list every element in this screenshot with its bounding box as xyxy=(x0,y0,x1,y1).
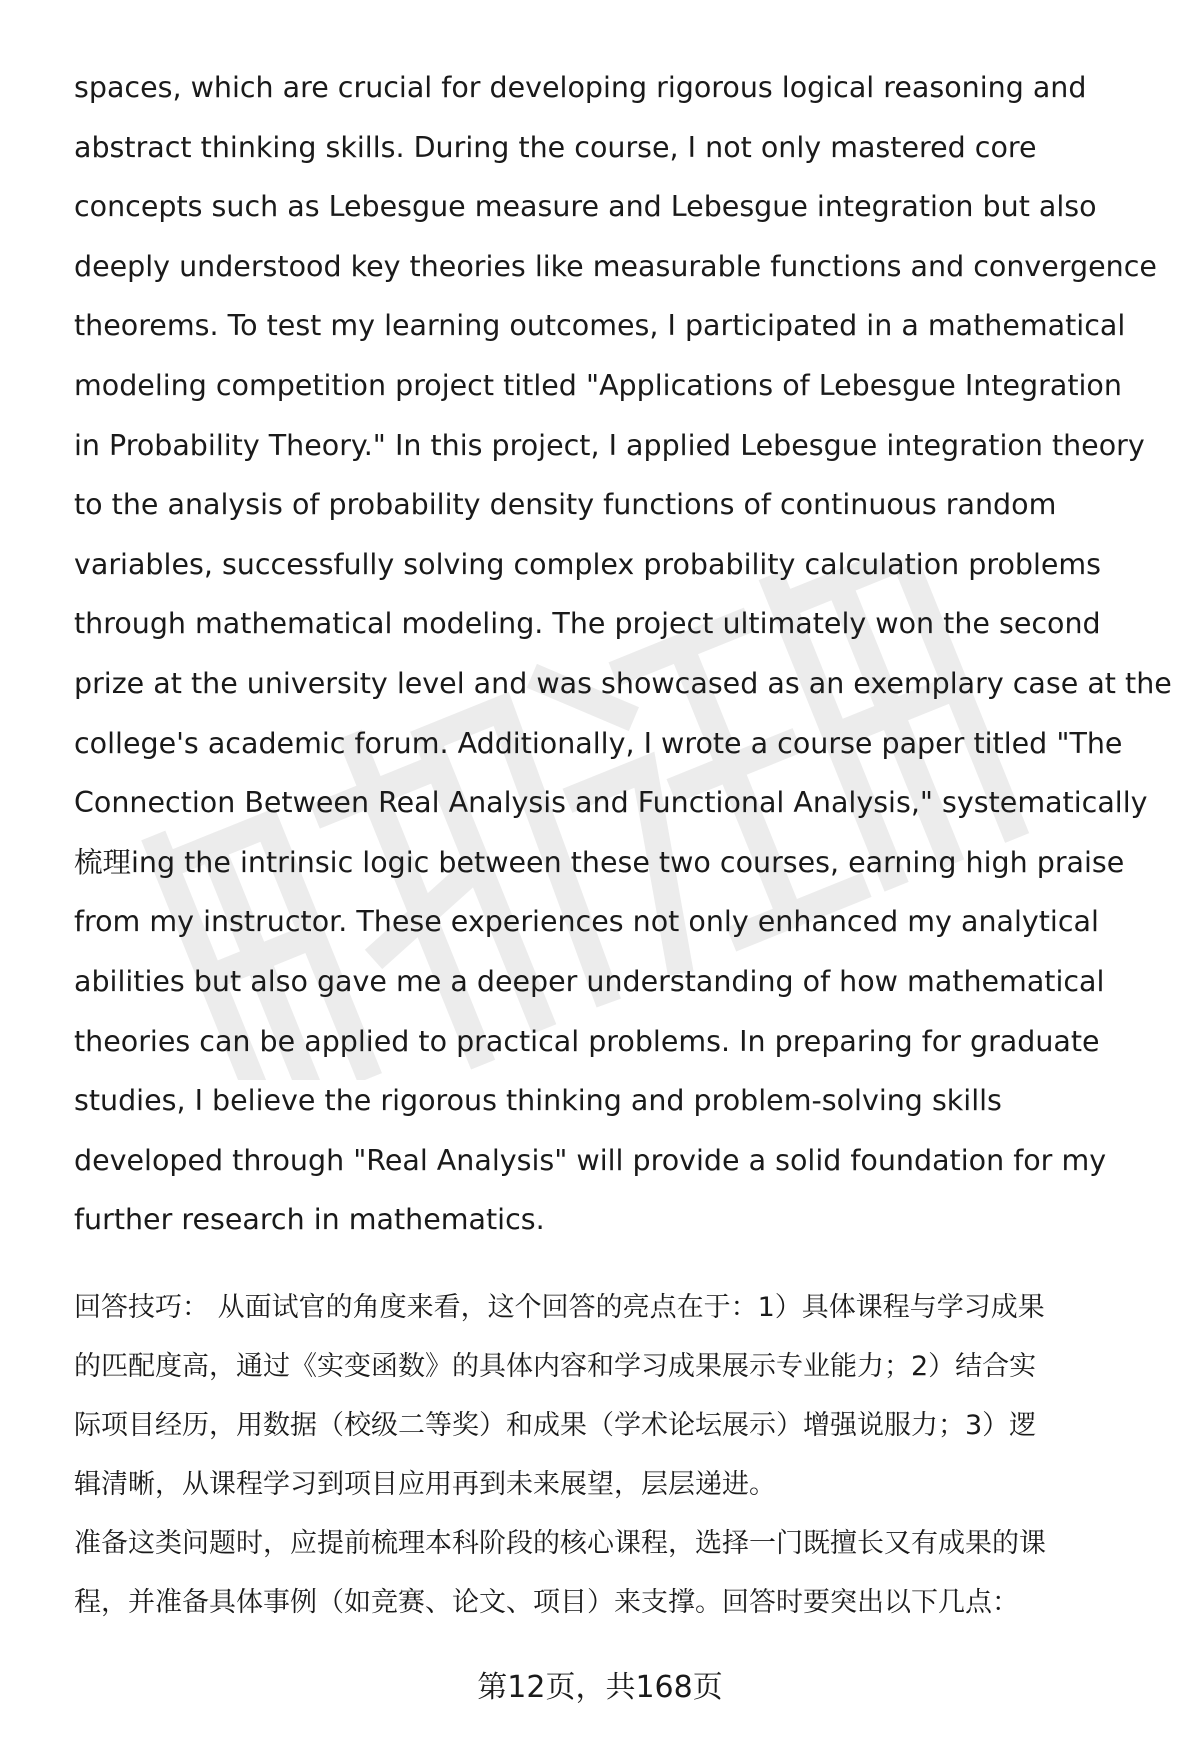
text-line: theorems. To test my learning outcomes, I participated in a mathematical xyxy=(74,309,1126,343)
text-line: variables, successfully solving complex probability calculation problems xyxy=(74,547,1102,581)
text-line: modeling competition project titled "Applications of Lebesgue Integration xyxy=(74,368,1122,402)
answer-tips-paragraph xyxy=(74,1278,1164,1514)
text-line: 准备这类问题时，应提前梳理本科阶段的核心课程，选择一门既擅长又有成果的课 xyxy=(74,1528,1046,1559)
text-line: 际项目经历，用数据（校级二等奖）和成果（学术论坛展示）增强说服力；3）逻 xyxy=(74,1410,1037,1441)
text-line: 的匹配度高，通过《实变函数》的具体内容和学习成果展示专业能力；2）结合实 xyxy=(74,1351,1037,1382)
text-line: 梳理ing the intrinsic logic between these two courses, earning high praise xyxy=(74,845,1125,879)
text-line: further research in mathematics. xyxy=(74,1203,545,1237)
preparation-paragraph xyxy=(74,1514,1164,1632)
answer-paragraph xyxy=(74,58,1172,1250)
text-line: abilities but also gave me a deeper understanding of how mathematical xyxy=(74,964,1105,998)
text-line: Connection Between Real Analysis and Functional Analysis," systematically xyxy=(74,786,1148,820)
text-line: through mathematical modeling. The project ultimately won the second xyxy=(74,607,1101,641)
text-line: 辑清晰，从课程学习到项目应用再到未来展望，层层递进。 xyxy=(74,1469,776,1500)
text-line: spaces, which are crucial for developing rigorous logical reasoning and xyxy=(74,71,1087,104)
text-line: concepts such as Lebesgue measure and Lebesgue integration but also xyxy=(74,190,1097,224)
text-line: from my instructor. These experiences not only enhanced my analytical xyxy=(74,905,1099,939)
text-line: in Probability Theory." In this project, I applied Lebesgue integration theory xyxy=(74,428,1145,462)
text-line: studies, I believe the rigorous thinking and problem-solving skills xyxy=(74,1084,1002,1118)
text-line: abstract thinking skills. During the course, I not only mastered core xyxy=(74,130,1037,164)
text-line: theories can be applied to practical problems. In preparing for graduate xyxy=(74,1024,1100,1058)
text-line: developed through "Real Analysis" will provide a solid foundation for my xyxy=(74,1143,1107,1177)
text-line: deeply understood key theories like measurable functions and convergence xyxy=(74,249,1157,283)
text-line: to the analysis of probability density functions of continuous random xyxy=(74,488,1057,522)
page-number: 第12页，共168页 xyxy=(477,1670,723,1705)
text-line: college's academic forum. Additionally, I wrote a course paper titled "The xyxy=(74,726,1123,760)
text-line: 程，并准备具体事例（如竞赛、论文、项目）来支撑。回答时要突出以下几点： xyxy=(74,1587,1019,1618)
text-line: prize at the university level and was showcased as an exemplary case at the xyxy=(74,666,1172,700)
text-line: 回答技巧： 从面试官的角度来看，这个回答的亮点在于：1）具体课程与学习成果 xyxy=(74,1292,1045,1323)
